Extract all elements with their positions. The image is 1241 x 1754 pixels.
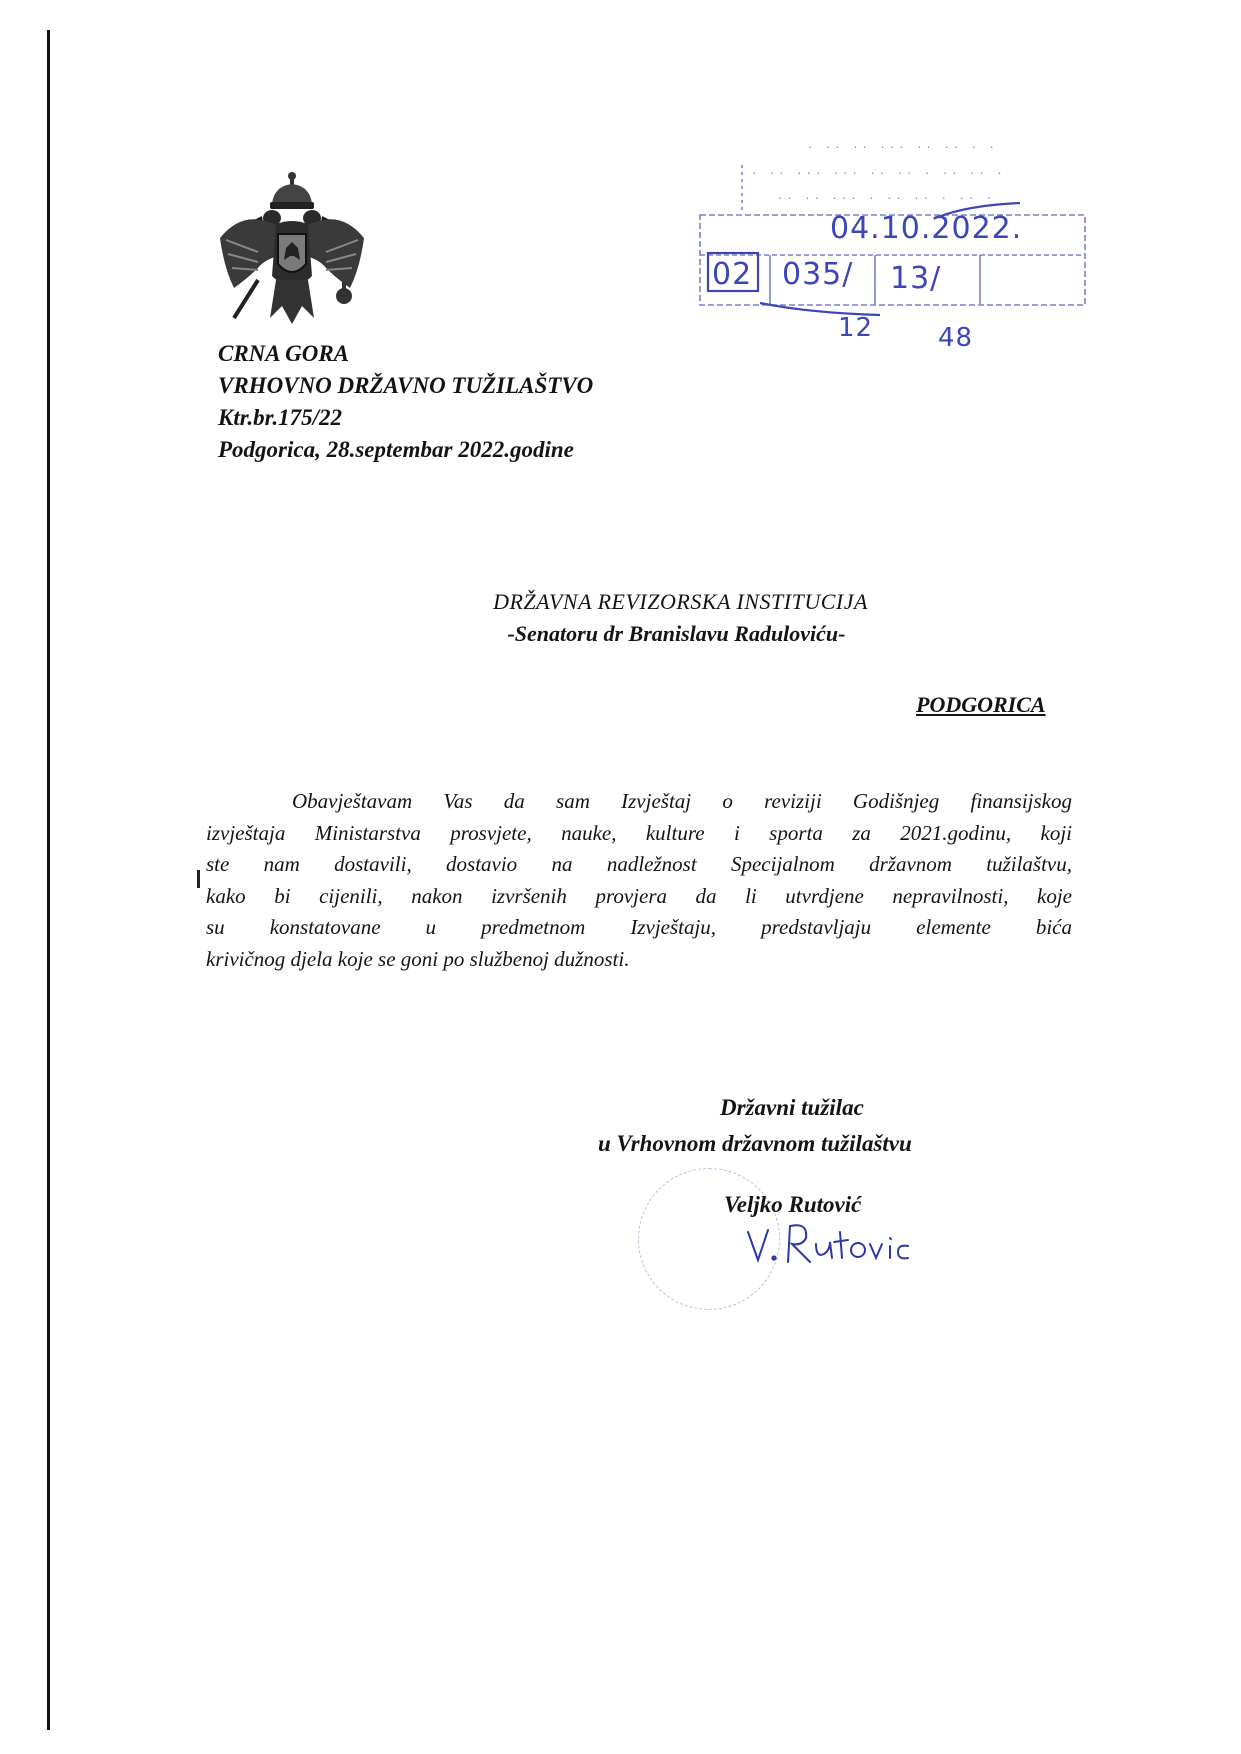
recipient-city: PODGORICA bbox=[916, 692, 1046, 717]
country-name: CRNA GORA bbox=[218, 341, 350, 366]
received-stamp bbox=[690, 135, 1110, 365]
coat-of-arms-icon bbox=[214, 168, 370, 338]
body-line: ste nam dostavili, dostavio na nadležnost Specijalnom državnom tužilaštvu, bbox=[206, 852, 1072, 876]
body-line: krivičnog djela koje se goni po službenoj dužnosti. bbox=[206, 946, 630, 971]
body-line: su konstatovane u predmetnom Izvještaju, predstavljaju elemente bića bbox=[206, 915, 1072, 939]
stamp-number-part-1: 02 bbox=[712, 257, 753, 292]
case-number: Ktr.br.175/22 bbox=[218, 405, 342, 430]
stamp-number-part-5: 48 bbox=[938, 323, 974, 353]
handwritten-signature bbox=[742, 1212, 912, 1282]
stamp-date: 04.10.2022. bbox=[830, 211, 1023, 246]
stamp-faded-text-2: · ·· ··· ··· ·· ·· · ·· ·· · bbox=[752, 165, 1007, 180]
place-date: Podgorica, 28.septembar 2022.godine bbox=[218, 437, 574, 462]
body-line: Obavještavam Vas da sam Izvještaj o reviziji Godišnjeg finansijskog bbox=[292, 789, 1072, 813]
recipient-institution: DRŽAVNA REVIZORSKA INSTITUCIJA bbox=[493, 589, 868, 614]
signature-title bbox=[598, 1090, 912, 1162]
stamp-number-part-3: 13/ bbox=[890, 261, 942, 296]
body-line: kako bi cijenili, nakon izvršenih provjera da li utvrdjene nepravilnosti, koje bbox=[206, 883, 1072, 908]
document-header bbox=[218, 338, 593, 466]
stamp-number-part-2: 035/ bbox=[782, 257, 854, 292]
stamp-number-part-4: 12 bbox=[838, 313, 874, 343]
recipient-person: -Senatoru dr Branislavu Raduloviću- bbox=[507, 621, 846, 646]
letter-body bbox=[206, 786, 1072, 975]
signatory-name: Veljko Rutović bbox=[724, 1192, 862, 1217]
recipient-block bbox=[0, 586, 1241, 650]
scan-left-edge bbox=[47, 30, 50, 1730]
signature-title-line-1: Državni tužilac bbox=[720, 1095, 864, 1120]
stamp-faded-text-3: ·· ·· ··· · ·· ·· · ·· · bbox=[778, 190, 997, 205]
body-line: izvještaja Ministarstva prosvjete, nauke, kulture i sporta za 2021.godinu, koji bbox=[206, 820, 1072, 845]
scan-margin-mark bbox=[197, 870, 200, 888]
signature-title-line-2: u Vrhovnom državnom tužilaštvu bbox=[598, 1131, 912, 1156]
stamp-faded-text-1: · ·· ·· ··· ·· ·· · · bbox=[808, 139, 999, 154]
institution-name: VRHOVNO DRŽAVNO TUŽILAŠTVO bbox=[218, 373, 594, 398]
